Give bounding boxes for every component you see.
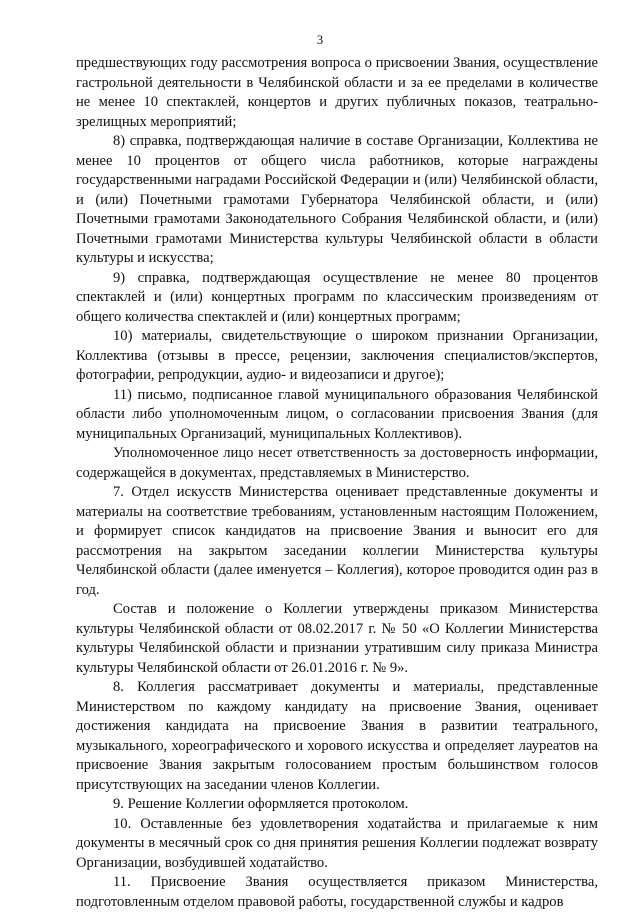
paragraph: 10) материалы, свидетельствующие о широком признании Организации, Коллектива (отзывы в прессе, рецензии, заключения специалистов/экспертов, фотографии, репродукции, аудио- и видеозаписи и другое); — [76, 328, 598, 383]
paragraph: предшествующих году рассмотрения вопроса о присвоении Звания, осуществление гастрольной деятельности в Челябинской области и за ее пределами в количестве не менее 10 спектаклей, концертов и других публичных показов, театрально-зрелищных мероприятий; — [76, 55, 598, 130]
page-number: 3 — [316, 33, 324, 47]
paragraph: 11. Присвоение Звания осуществляется приказом Министерства, подготовленным отделом правовой работы, государственной службы и кадров — [76, 874, 598, 910]
document-body — [76, 54, 598, 912]
paragraph: 10. Оставленные без удовлетворения ходатайства и прилагаемые к ним документы в месячный срок со дня принятия решения Коллегии подлежат возврату Организации, возбудившей ходатайство. — [76, 815, 598, 871]
paragraph: 8) справка, подтверждающая наличие в составе Организации, Коллектива не менее 10 процентов от общего числа работников, которые награждены государственными наградами Российской Федерации и (или) Челябинской области, и (или) Почетными грамотами Губернатора Челябинской области, и (или) Почетными грамотами Законодательного Собрания Челябинской области, и (или) Почетными грамотами Министерства культуры Челябинской области в области культуры и искусства; — [76, 133, 598, 266]
paragraph: 7. Отдел искусств Министерства оценивает представленные документы и материалы на соответствие требованиям, установленным настоящим Положением, и формирует список кандидатов на присвоение Звания и выносит его для рассмотрения на закрытом заседании коллегии Министерства культуры Челябинской области (далее именуется – Коллегия), которое проводится один раз в год. — [76, 484, 598, 598]
paragraph: Уполномоченное лицо несет ответственность за достоверность информации, содержащейся в документах, представляемых в Министерство. — [76, 445, 598, 481]
paragraph: 9. Решение Коллегии оформляется протоколом. — [113, 796, 409, 812]
paragraph: Состав и положение о Коллегии утверждены приказом Министерства культуры Челябинской области от 08.02.2017 г. № 50 «О Коллегии Министерства культуры Челябинской области и признании утратившим силу приказа Министра культуры Челябинской области от 26.01.2016 г. № 9». — [76, 601, 598, 676]
paragraph: 11) письмо, подписанное главой муниципального образования Челябинской области либо уполномоченным лицом, о согласовании присвоения Звания (для муниципальных Организаций, муниципальных Коллективов). — [76, 386, 598, 442]
paragraph: 8. Коллегия рассматривает документы и материалы, представленные Министерством по каждому кандидату на присвоение Звания, оценивает достижения кандидата на присвоение Звания в развитии театрального, музыкального, хореографического и хорового искусства и определяет лауреатов на присвоение Звания закрытым голосованием простым большинством голосов присутствующих на заседании членов Коллегии. — [76, 679, 598, 793]
paragraph: 9) справка, подтверждающая осуществление не менее 80 процентов спектаклей и (или) концертных программ по классическим произведениям от общего количества спектаклей и (или) концертных программ; — [76, 269, 598, 325]
